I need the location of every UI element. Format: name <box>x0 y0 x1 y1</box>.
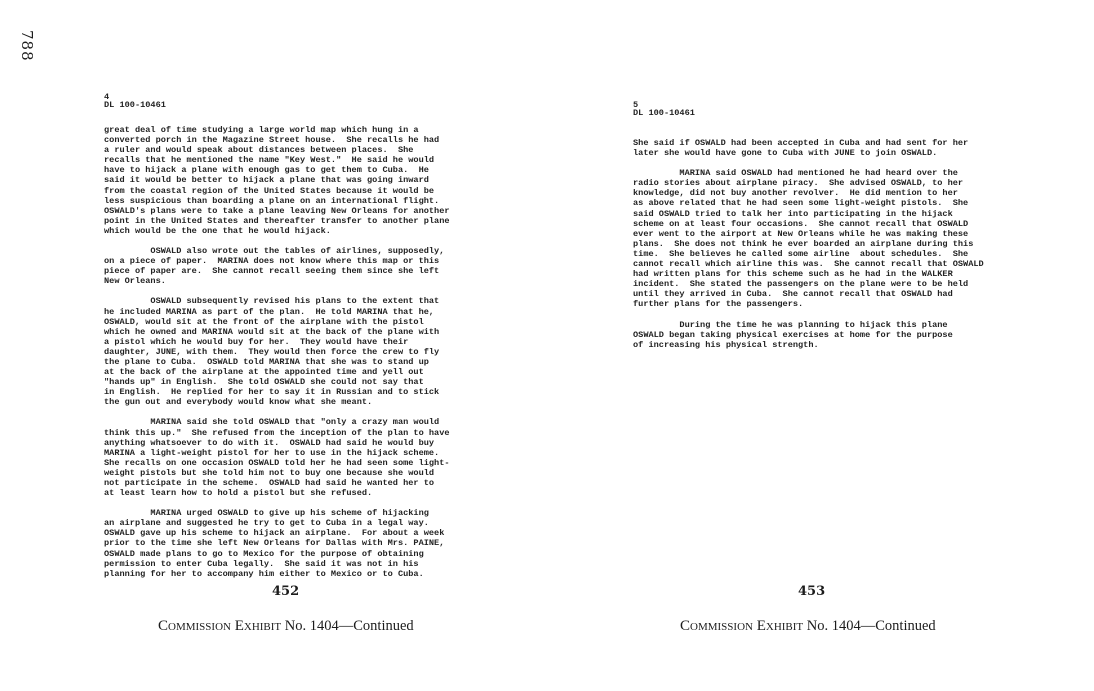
paragraph <box>104 246 450 286</box>
paragraph <box>104 508 450 579</box>
text-line: until they arrived in Cuba. She cannot recall that OSWALD had <box>633 289 953 300</box>
text-line: daughter, JUNE, with them. They would then force the crew to fly <box>104 346 440 357</box>
text-line: point in the United States and thereafter transfer to another plane <box>104 215 450 226</box>
text-line: a pistol which he would buy for her. They would have their <box>104 336 409 347</box>
paragraph <box>104 417 450 498</box>
text-line: have to hijack a plane with enough gas to get them to Cuba. He <box>104 165 429 176</box>
text-line: planning for her to accompany him either to Mexico or to Cuba. <box>104 568 424 579</box>
text-line: an airplane and suggested he try to get to Cuba in a legal way. <box>104 518 429 529</box>
right-body-text <box>633 138 984 350</box>
text-line: time. She believes he called some airline about schedules. She <box>633 248 969 259</box>
paragraph <box>104 296 450 407</box>
text-line: During the time he was planning to hijack this plane <box>633 319 948 330</box>
paragraph <box>633 320 984 350</box>
left-page-number: 452 <box>272 584 300 599</box>
paragraph <box>104 125 450 236</box>
text-line: OSWALD began taking physical exercises at home for the purpose <box>633 329 953 340</box>
paragraph <box>633 168 984 309</box>
left-file-number: DL 100-10461 <box>104 100 166 110</box>
text-line: of increasing his physical strength. <box>633 339 819 350</box>
text-line: OSWALD subsequently revised his plans to the extent that <box>104 296 440 307</box>
left-sheet-number: 4 <box>104 92 110 102</box>
text-line: She said if OSWALD had been accepted in Cuba and had sent for her <box>633 138 969 148</box>
paragraph <box>633 138 984 158</box>
text-line: permission to enter Cuba legally. She said it was not in his <box>104 558 419 569</box>
text-line: as above related that he had seen some light-weight pistols. She <box>633 198 969 209</box>
caption-prefix: Commission Exhibit <box>680 618 804 634</box>
right-file-number: DL 100-10461 <box>633 108 695 118</box>
text-line: OSWALD's plans were to take a plane leaving New Orleans for another <box>104 205 450 216</box>
text-line: scheme on at least four occasions. She cannot recall that OSWALD <box>633 218 969 229</box>
text-line: at least learn how to hold a pistol but she refused. <box>104 488 373 499</box>
text-line: think this up." She refused from the inception of the plan to have <box>104 427 450 438</box>
caption-prefix: Commission Exhibit <box>158 618 282 634</box>
text-line: on a piece of paper. MARINA does not know where this map or this <box>104 256 440 267</box>
text-line: anything whatsoever to do with it. OSWALD had said he would buy <box>104 437 435 448</box>
text-line: radio stories about airplane piracy. She advised OSWALD, to her <box>633 178 964 189</box>
left-exhibit-caption <box>158 618 414 635</box>
text-line: MARINA urged OSWALD to give up his scheme of hijacking <box>104 508 429 519</box>
text-line: New Orleans. <box>104 276 166 287</box>
text-line: knowledge, did not buy another revolver. He did mention to her <box>633 188 958 199</box>
text-line: incident. She stated the passengers on the plane were to be held <box>633 279 969 290</box>
text-line: a ruler and would speak about distances between places. She <box>104 145 414 156</box>
text-line: recalls that he mentioned the name "Key West." He said he would <box>104 155 435 166</box>
text-line: from the coastal region of the United States because it would be <box>104 185 435 196</box>
text-line: OSWALD made plans to go to Mexico for the purpose of obtaining <box>104 548 424 559</box>
right-sheet-number: 5 <box>633 100 639 110</box>
text-line: OSWALD also wrote out the tables of airlines, supposedly, <box>104 246 445 257</box>
right-page-number: 453 <box>798 584 826 599</box>
text-line: plans. She does not think he ever boarded an airplane during this <box>633 238 974 249</box>
text-line: OSWALD gave up his scheme to hijack an airplane. For about a week <box>104 528 445 539</box>
text-line: said it would be better to hijack a plane that was going inward <box>104 175 429 186</box>
left-body-text <box>104 125 450 579</box>
text-line: weight pistols but she told him not to buy one because she would <box>104 467 435 478</box>
caption-rest: No. 1404—Continued <box>284 618 414 634</box>
text-line: later she would have gone to Cuba with JUNE to join OSWALD. <box>633 148 938 159</box>
text-line: prior to the time she left New Orleans for Dallas with Mrs. PAINE, <box>104 538 445 549</box>
text-line: MARINA said OSWALD had mentioned he had heard over the <box>633 168 958 179</box>
margin-page-number: 788 <box>18 30 36 62</box>
text-line: MARINA said she told OSWALD that "only a crazy man would <box>104 417 440 428</box>
text-line: at the back of the airplane at the appointed time and yell out <box>104 367 424 378</box>
text-line: great deal of time studying a large world map which hung in a <box>104 125 419 135</box>
text-line: She recalls on one occasion OSWALD told her he had seen some light- <box>104 457 450 468</box>
right-exhibit-caption <box>680 618 936 635</box>
text-line: OSWALD, would sit at the front of the airplane with the pistol <box>104 316 424 327</box>
text-line: he included MARINA as part of the plan. He told MARINA that he, <box>104 306 435 317</box>
text-line: converted porch in the Magazine Street house. She recalls he had <box>104 135 440 146</box>
text-line: in English. He replied for her to say it in Russian and to stick <box>104 387 440 398</box>
text-line: said OSWALD tried to talk her into participating in the hijack <box>633 208 953 219</box>
text-line: further plans for the passengers. <box>633 299 804 310</box>
text-line: which would be the one that he would hijack. <box>104 225 331 236</box>
text-line: the plane to Cuba. OSWALD told MARINA that she was to stand up <box>104 356 429 367</box>
text-line: "hands up" in English. She told OSWALD she could not say that <box>104 377 424 388</box>
text-line: which he owned and MARINA would sit at the back of the plane with <box>104 326 440 337</box>
text-line: less suspicious than boarding a plane on an international flight. <box>104 195 440 206</box>
text-line: not participate in the scheme. OSWALD had said he wanted her to <box>104 478 435 488</box>
text-line: ever went to the airport at New Orleans while he was making these <box>633 228 969 239</box>
text-line: had written plans for this scheme such as he had in the WALKER <box>633 269 953 280</box>
text-line: the gun out and everybody would know what she meant. <box>104 397 373 408</box>
text-line: piece of paper are. She cannot recall seeing them since she left <box>104 266 440 277</box>
text-line: cannot recall which airline this was. She cannot recall that OSWALD <box>633 259 984 270</box>
text-line: MARINA a light-weight pistol for her to use in the hijack scheme. <box>104 447 440 458</box>
caption-rest: No. 1404—Continued <box>806 618 936 634</box>
